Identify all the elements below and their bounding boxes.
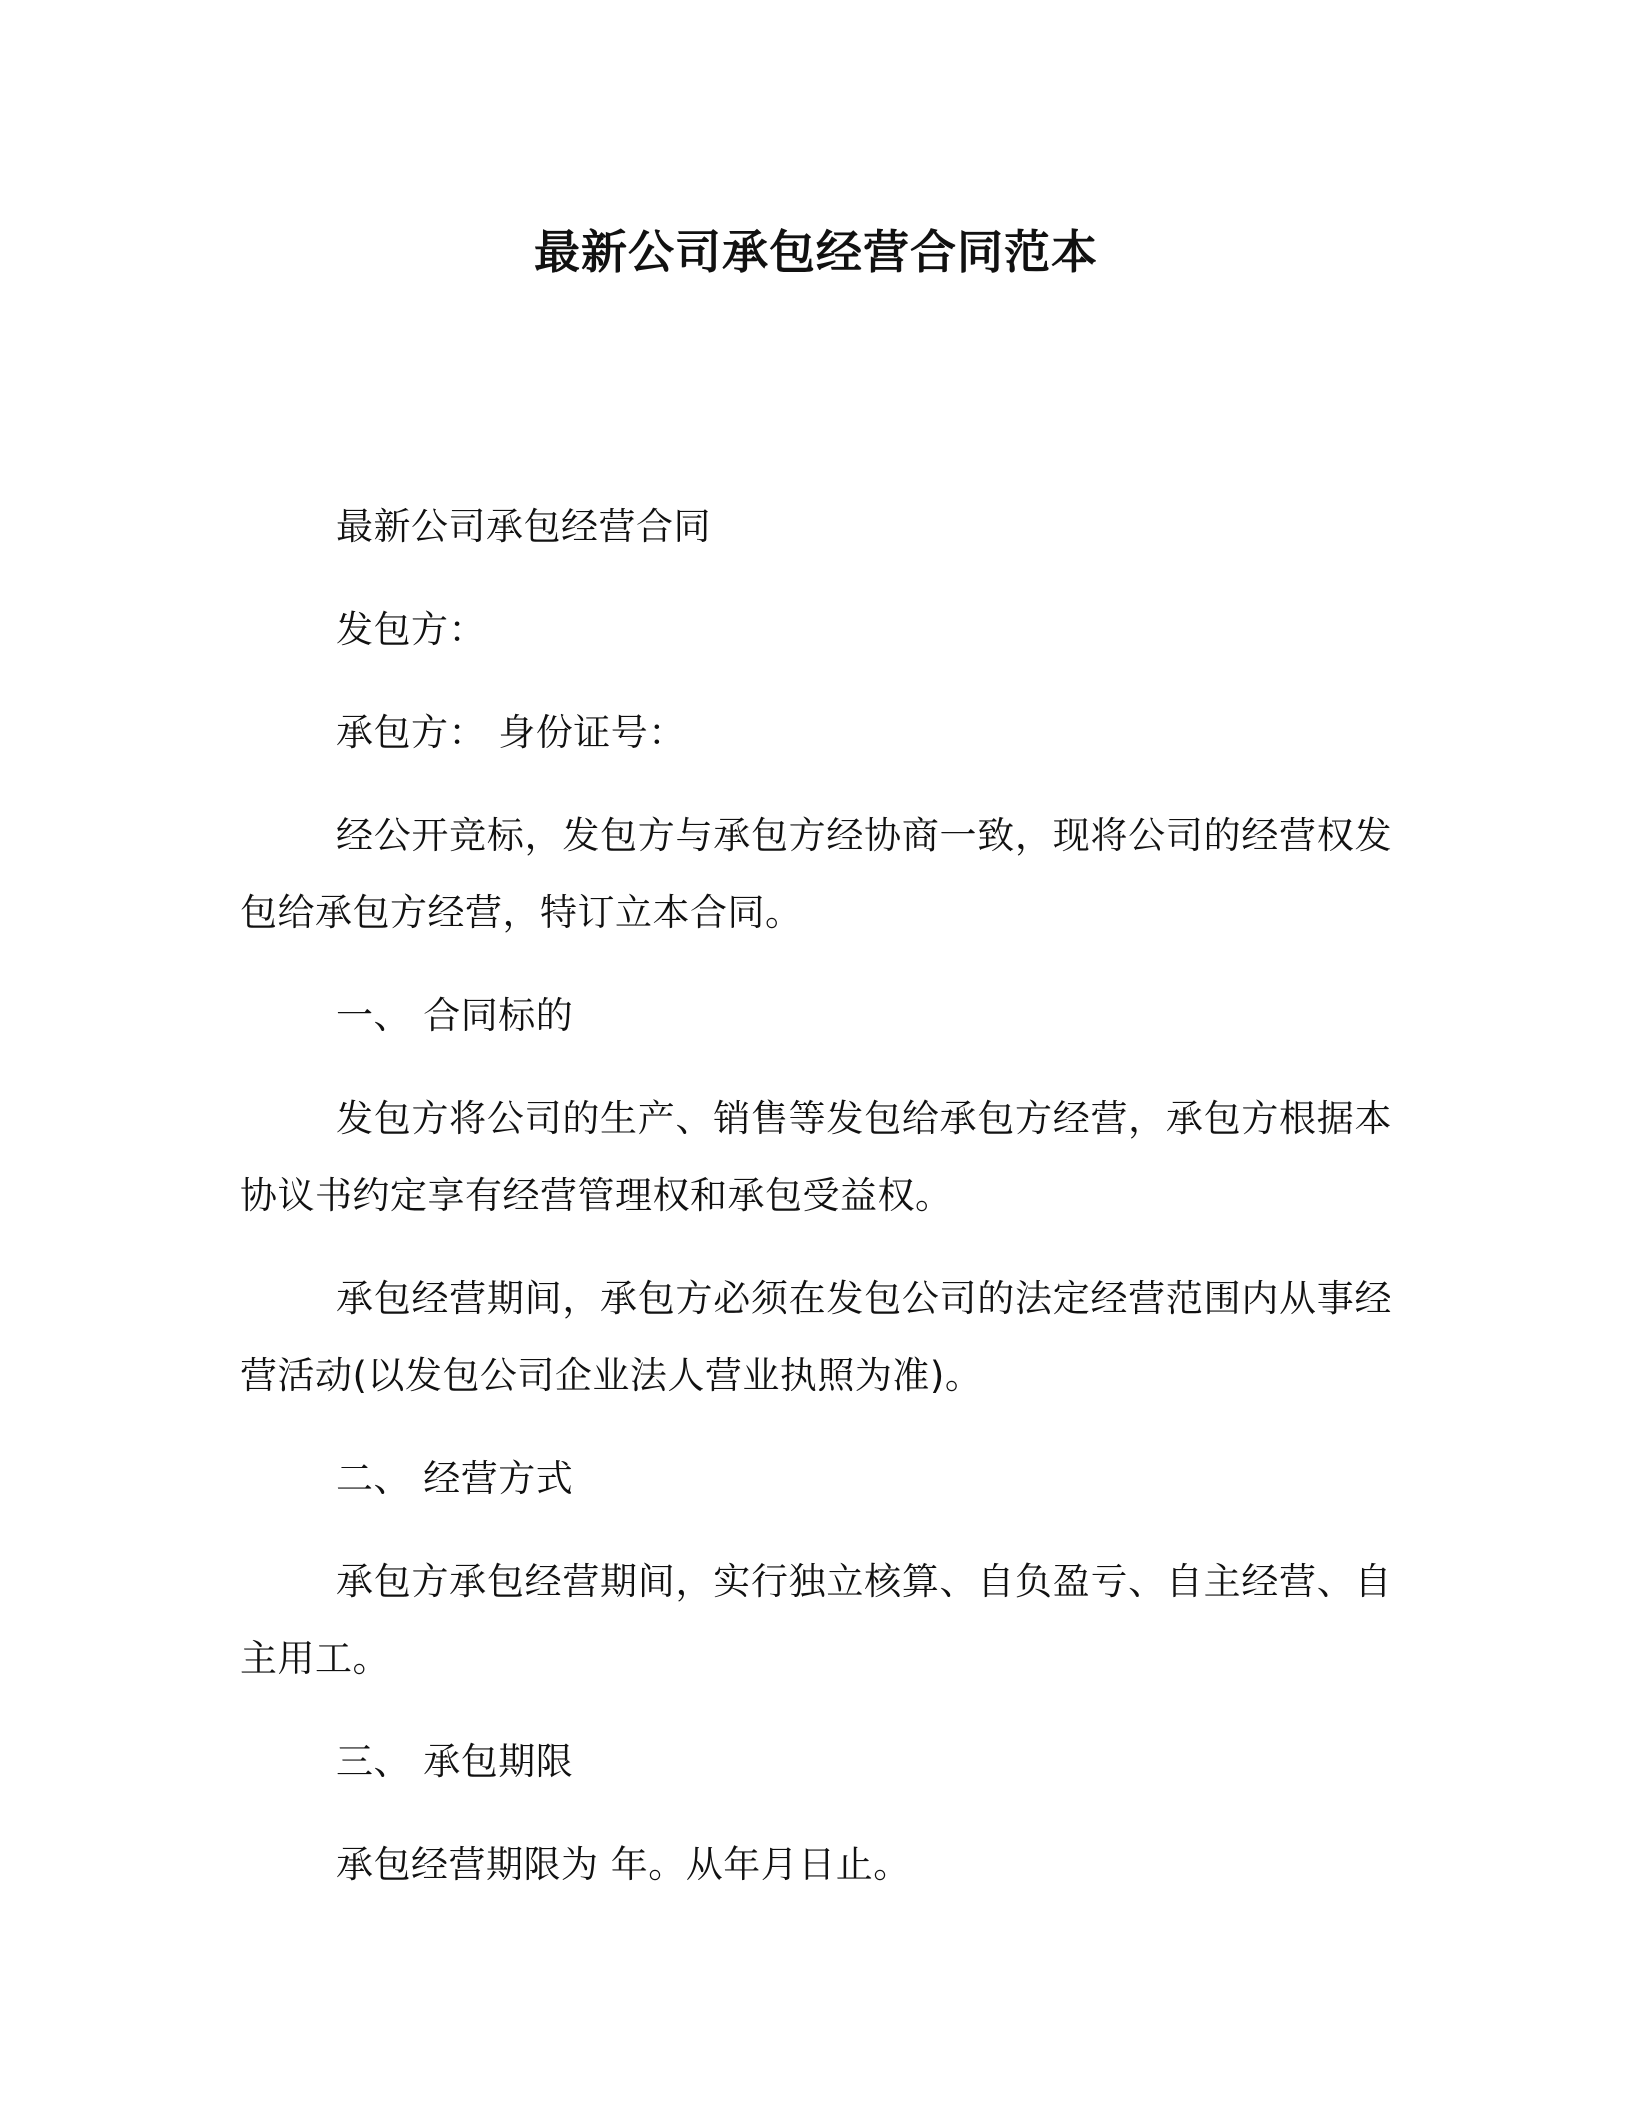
section-heading-2: 二、 经营方式 xyxy=(336,1457,574,1500)
document-title: 最新公司承包经营合同范本 xyxy=(534,225,1098,279)
paragraph-contract-name: 最新公司承包经营合同 xyxy=(336,505,711,548)
paragraph-employer: 发包方： xyxy=(336,608,486,651)
paragraph-contractor: 承包方： 身份证号： xyxy=(336,711,686,754)
paragraph-section-1-b: 承包经营期间，承包方必须在发包公司的法定经营范围内从事经营活动(以发包公司企业法人营业执照为准)。 xyxy=(240,1277,1392,1397)
paragraph-section-1-a: 发包方将公司的生产、销售等发包给承包方经营，承包方根据本协议书约定享有经营管理权和承包受益权。 xyxy=(240,1097,1392,1217)
section-heading-1: 一、 合同标的 xyxy=(336,994,574,1037)
paragraph-section-2: 承包方承包经营期间，实行独立核算、自负盈亏、自主经营、自主用工。 xyxy=(240,1560,1392,1680)
paragraph-section-3: 承包经营期限为 年。从年月日止。 xyxy=(336,1843,911,1886)
section-heading-3: 三、 承包期限 xyxy=(336,1740,574,1783)
document-body xyxy=(240,488,1392,1929)
paragraph-preamble: 经公开竞标，发包方与承包方经协商一致，现将公司的经营权发包给承包方经营，特订立本合同。 xyxy=(240,814,1392,934)
